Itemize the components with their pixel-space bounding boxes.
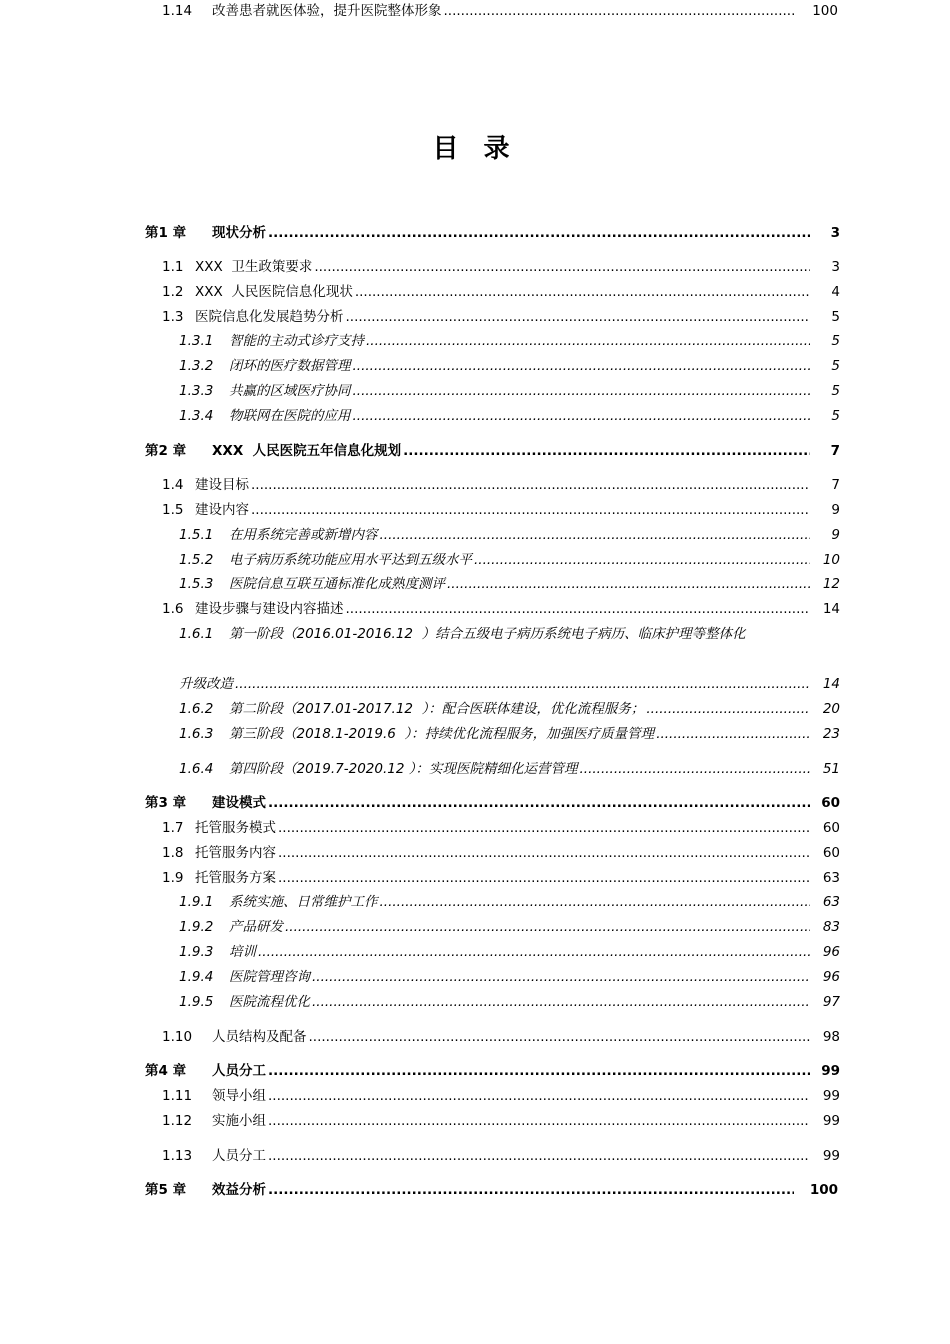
toc-entry-text: 效益分析 bbox=[212, 1182, 266, 1198]
toc-page-number: 63 bbox=[822, 870, 840, 886]
toc-leader-dots bbox=[447, 573, 810, 595]
toc-entry-number: 1.3.1 bbox=[179, 333, 214, 349]
toc-page-number: 96 bbox=[822, 969, 840, 985]
toc-entry-text: XXX 人民医院五年信息化规划 bbox=[212, 443, 402, 459]
toc-section-entry[interactable] bbox=[0, 1026, 950, 1048]
toc-subsection-entry[interactable] bbox=[0, 355, 950, 377]
toc-entry-text: 第四阶段（2019.7-2020.12 ）：实现医院精细化运营管理 bbox=[229, 761, 578, 777]
toc-leader-dots bbox=[251, 499, 810, 521]
toc-entry-text: 医院信息互联互通标准化成熟度测评 bbox=[229, 576, 445, 592]
toc-leader-dots bbox=[353, 380, 811, 402]
toc-subsection-entry[interactable] bbox=[0, 698, 950, 720]
toc-leader-dots bbox=[355, 281, 810, 303]
toc-page-number: 99 bbox=[822, 1088, 840, 1104]
toc-page-number: 5 bbox=[831, 358, 840, 374]
toc-subsection-entry[interactable] bbox=[0, 623, 950, 645]
toc-entry-text: XXX 卫生政策要求 bbox=[195, 259, 313, 275]
toc-leader-dots bbox=[268, 1179, 794, 1201]
toc-section-entry[interactable] bbox=[0, 817, 950, 839]
toc-entry-number: 1.5.3 bbox=[179, 576, 214, 592]
toc-leader-dots bbox=[278, 842, 810, 864]
toc-leader-dots bbox=[309, 1026, 811, 1048]
toc-leader-dots bbox=[403, 440, 810, 462]
toc-leader-dots bbox=[258, 941, 810, 963]
toc-page-number: 9 bbox=[831, 527, 840, 543]
toc-leader-dots bbox=[579, 758, 810, 780]
toc-leader-dots bbox=[366, 330, 810, 352]
toc-leader-dots bbox=[314, 256, 810, 278]
toc-entry-number: 第5 章 bbox=[145, 1182, 187, 1198]
toc-page-number: 10 bbox=[822, 552, 840, 568]
toc-subsection-entry[interactable] bbox=[0, 380, 950, 402]
toc-leader-dots bbox=[312, 991, 810, 1013]
toc-entry-number: 1.3 bbox=[162, 309, 184, 325]
toc-subsection-entry[interactable] bbox=[0, 891, 950, 913]
toc-entry-text: 托管服务方案 bbox=[195, 870, 276, 886]
toc-page-number: 83 bbox=[822, 919, 840, 935]
toc-leader-dots bbox=[656, 723, 810, 745]
toc-entry-number: 1.14 bbox=[162, 3, 193, 19]
toc-page-number: 9 bbox=[831, 502, 840, 518]
toc-entry-number: 1.10 bbox=[162, 1029, 193, 1045]
toc-page-number: 63 bbox=[822, 894, 840, 910]
toc-page-number: 7 bbox=[830, 443, 840, 459]
toc-entry-text: 电子病历系统功能应用水平达到五级水平 bbox=[229, 552, 472, 568]
toc-section-entry[interactable] bbox=[0, 598, 950, 620]
toc-subsection-entry[interactable] bbox=[0, 758, 950, 780]
toc-entry-text: 建设步骤与建设内容描述 bbox=[195, 601, 344, 617]
toc-entry-text: 培训 bbox=[229, 944, 256, 960]
toc-leader-dots bbox=[268, 1110, 810, 1132]
toc-entry-number: 1.9.2 bbox=[179, 919, 214, 935]
toc-entry-number: 1.3.2 bbox=[179, 358, 214, 374]
toc-leader-dots bbox=[312, 966, 810, 988]
toc-leader-dots bbox=[268, 792, 810, 814]
toc-entry-text: 医院管理咨询 bbox=[229, 969, 310, 985]
toc-entry-number: 1.5 bbox=[162, 502, 184, 518]
toc-entry-number: 1.11 bbox=[162, 1088, 193, 1104]
toc-page-number: 51 bbox=[822, 761, 840, 777]
toc-entry-text: 系统实施、日常维护工作 bbox=[229, 894, 378, 910]
toc-leader-dots bbox=[251, 474, 810, 496]
toc-page-number: 60 bbox=[822, 820, 840, 836]
toc-section-entry[interactable] bbox=[0, 306, 950, 328]
toc-entry-text: 医院信息化发展趋势分析 bbox=[195, 309, 344, 325]
toc-page-number: 20 bbox=[822, 701, 840, 717]
toc-leader-dots bbox=[444, 0, 795, 22]
toc-subsection-entry-continued[interactable] bbox=[0, 673, 950, 695]
toc-chapter-entry[interactable] bbox=[0, 440, 950, 462]
toc-entry-text: 改善患者就医体验，提升医院整体形象 bbox=[212, 3, 442, 19]
toc-leader-dots bbox=[285, 916, 810, 938]
toc-entry-text: 托管服务内容 bbox=[195, 845, 276, 861]
toc-leader-dots bbox=[346, 598, 811, 620]
toc-page-number: 96 bbox=[822, 944, 840, 960]
toc-entry-number: 1.4 bbox=[162, 477, 184, 493]
toc-page-number: 5 bbox=[831, 333, 840, 349]
toc-entry-number: 1.6.4 bbox=[179, 761, 214, 777]
toc-entry-text: 托管服务模式 bbox=[195, 820, 276, 836]
toc-leader-dots bbox=[268, 1060, 810, 1082]
toc-page-number: 5 bbox=[831, 309, 840, 325]
toc-entry-text: XXX 人民医院信息化现状 bbox=[195, 284, 353, 300]
toc-subsection-entry[interactable] bbox=[0, 966, 950, 988]
toc-entry-text: 现状分析 bbox=[212, 225, 266, 241]
toc-leader-dots bbox=[268, 222, 810, 244]
toc-subsection-entry[interactable] bbox=[0, 573, 950, 595]
toc-entry-text: 闭环的医疗数据管理 bbox=[229, 358, 351, 374]
toc-entry-number: 第3 章 bbox=[145, 795, 187, 811]
toc-page-number: 5 bbox=[831, 408, 840, 424]
toc-section-entry[interactable] bbox=[0, 867, 950, 889]
toc-leader-dots bbox=[268, 1085, 810, 1107]
toc-entry-text: 建设目标 bbox=[195, 477, 249, 493]
toc-leader-dots bbox=[278, 867, 810, 889]
toc-entry-number: 1.13 bbox=[162, 1148, 193, 1164]
toc-entry-number: 1.5.2 bbox=[179, 552, 214, 568]
toc-section-entry[interactable] bbox=[0, 1110, 950, 1132]
toc-entry-text: 人员分工 bbox=[212, 1148, 266, 1164]
toc-entry-text: 物联网在医院的应用 bbox=[229, 408, 351, 424]
toc-page-number: 23 bbox=[822, 726, 840, 742]
toc-page-number: 97 bbox=[822, 994, 840, 1010]
toc-entry-number: 第2 章 bbox=[145, 443, 187, 459]
toc-entry-number: 1.12 bbox=[162, 1113, 193, 1129]
toc-section-entry[interactable] bbox=[0, 474, 950, 496]
toc-page-number: 99 bbox=[821, 1063, 840, 1079]
toc-page-number: 14 bbox=[822, 601, 840, 617]
toc-page-number: 12 bbox=[822, 576, 840, 592]
toc-page-number: 99 bbox=[822, 1148, 840, 1164]
toc-entry-number: 1.3.3 bbox=[179, 383, 214, 399]
toc-entry-text: 在用系统完善或新增内容 bbox=[229, 527, 378, 543]
toc-entry-text: 第二阶段（2017.01-2017.12 ）：配合医联体建设，优化流程服务； bbox=[229, 701, 645, 717]
toc-subsection-entry[interactable] bbox=[0, 549, 950, 571]
toc-entry-number: 1.9.5 bbox=[179, 994, 214, 1010]
toc-entry-number: 1.3.4 bbox=[179, 408, 214, 424]
toc-section-entry[interactable] bbox=[0, 1085, 950, 1107]
toc-entry-number: 1.5.1 bbox=[179, 527, 214, 543]
toc-section-entry[interactable] bbox=[0, 1145, 950, 1167]
toc-entry-number: 1.6 bbox=[162, 601, 184, 617]
toc-entry-text: 建设内容 bbox=[195, 502, 249, 518]
toc-section-entry[interactable] bbox=[0, 499, 950, 521]
toc-page-number: 60 bbox=[822, 845, 840, 861]
toc-section-entry[interactable] bbox=[0, 281, 950, 303]
toc-leader-dots bbox=[353, 355, 811, 377]
toc-leader-dots bbox=[268, 1145, 810, 1167]
toc-leader-dots bbox=[380, 524, 811, 546]
toc-entry-number: 1.9.4 bbox=[179, 969, 214, 985]
toc-leader-dots bbox=[278, 817, 810, 839]
toc-entry-text: 共赢的区域医疗协同 bbox=[229, 383, 351, 399]
toc-leader-dots bbox=[380, 891, 811, 913]
toc-page-number: 100 bbox=[809, 1182, 838, 1198]
toc-page-number: 7 bbox=[831, 477, 840, 493]
toc-page-number: 14 bbox=[822, 676, 840, 692]
toc-entry-text: 第三阶段（2018.1-2019.6 ）：持续优化流程服务，加强医疗质量管理 bbox=[229, 726, 655, 742]
toc-subsection-entry[interactable] bbox=[0, 723, 950, 745]
toc-title: 目 录 bbox=[432, 134, 518, 164]
toc-leader-dots bbox=[474, 549, 810, 571]
toc-chapter-entry[interactable] bbox=[0, 222, 950, 244]
toc-page-number: 100 bbox=[812, 3, 838, 19]
toc-chapter-entry[interactable] bbox=[0, 1179, 950, 1201]
toc-entry-text: 医院流程优化 bbox=[229, 994, 310, 1010]
toc-subsection-entry[interactable] bbox=[0, 405, 950, 427]
toc-entry-number: 第4 章 bbox=[145, 1063, 187, 1079]
toc-leader-dots bbox=[646, 698, 810, 720]
toc-subsection-entry[interactable] bbox=[0, 330, 950, 352]
toc-entry-number: 1.6.2 bbox=[179, 701, 214, 717]
toc-page-number: 4 bbox=[831, 284, 840, 300]
toc-entry-number: 1.2 bbox=[162, 284, 184, 300]
toc-subsection-entry[interactable] bbox=[0, 991, 950, 1013]
toc-entry-number: 1.6.3 bbox=[179, 726, 214, 742]
toc-entry-text: 第一阶段（2016.01-2016.12 ）结合五级电子病历系统电子病历、临床护理等整体化 bbox=[229, 626, 746, 642]
toc-entry-text: 领导小组 bbox=[212, 1088, 266, 1104]
toc-leader-dots bbox=[235, 673, 810, 695]
toc-page-number: 60 bbox=[821, 795, 840, 811]
toc-entry-number: 1.6.1 bbox=[179, 626, 214, 642]
toc-section-entry[interactable] bbox=[0, 842, 950, 864]
toc-subsection-entry[interactable] bbox=[0, 916, 950, 938]
toc-entry-number: 1.1 bbox=[162, 259, 184, 275]
toc-page-number: 98 bbox=[822, 1029, 840, 1045]
toc-subsection-entry[interactable] bbox=[0, 941, 950, 963]
toc-entry-text: 建设模式 bbox=[212, 795, 266, 811]
toc-entry-text: 升级改造 bbox=[179, 676, 233, 692]
toc-entry-number: 1.7 bbox=[162, 820, 184, 836]
toc-entry-text: 产品研发 bbox=[229, 919, 283, 935]
toc-entry-number: 1.9 bbox=[162, 870, 184, 886]
toc-entry-text: 人员结构及配备 bbox=[212, 1029, 307, 1045]
toc-page-number: 99 bbox=[822, 1113, 840, 1129]
toc-page-number: 3 bbox=[830, 225, 840, 241]
toc-section-entry[interactable] bbox=[0, 0, 950, 22]
toc-section-entry[interactable] bbox=[0, 256, 950, 278]
toc-leader-dots bbox=[346, 306, 811, 328]
toc-entry-text: 实施小组 bbox=[212, 1113, 266, 1129]
toc-entry-number: 1.9.3 bbox=[179, 944, 214, 960]
toc-entry-text: 人员分工 bbox=[212, 1063, 266, 1079]
toc-subsection-entry[interactable] bbox=[0, 524, 950, 546]
toc-leader-dots bbox=[353, 405, 811, 427]
toc-chapter-entry[interactable] bbox=[0, 792, 950, 814]
toc-page-number: 5 bbox=[831, 383, 840, 399]
toc-entry-number: 第1 章 bbox=[145, 225, 187, 241]
toc-chapter-entry[interactable] bbox=[0, 1060, 950, 1082]
toc-entry-number: 1.8 bbox=[162, 845, 184, 861]
toc-page-number: 3 bbox=[831, 259, 840, 275]
toc-entry-number: 1.9.1 bbox=[179, 894, 214, 910]
toc-entry-text: 智能的主动式诊疗支持 bbox=[229, 333, 364, 349]
